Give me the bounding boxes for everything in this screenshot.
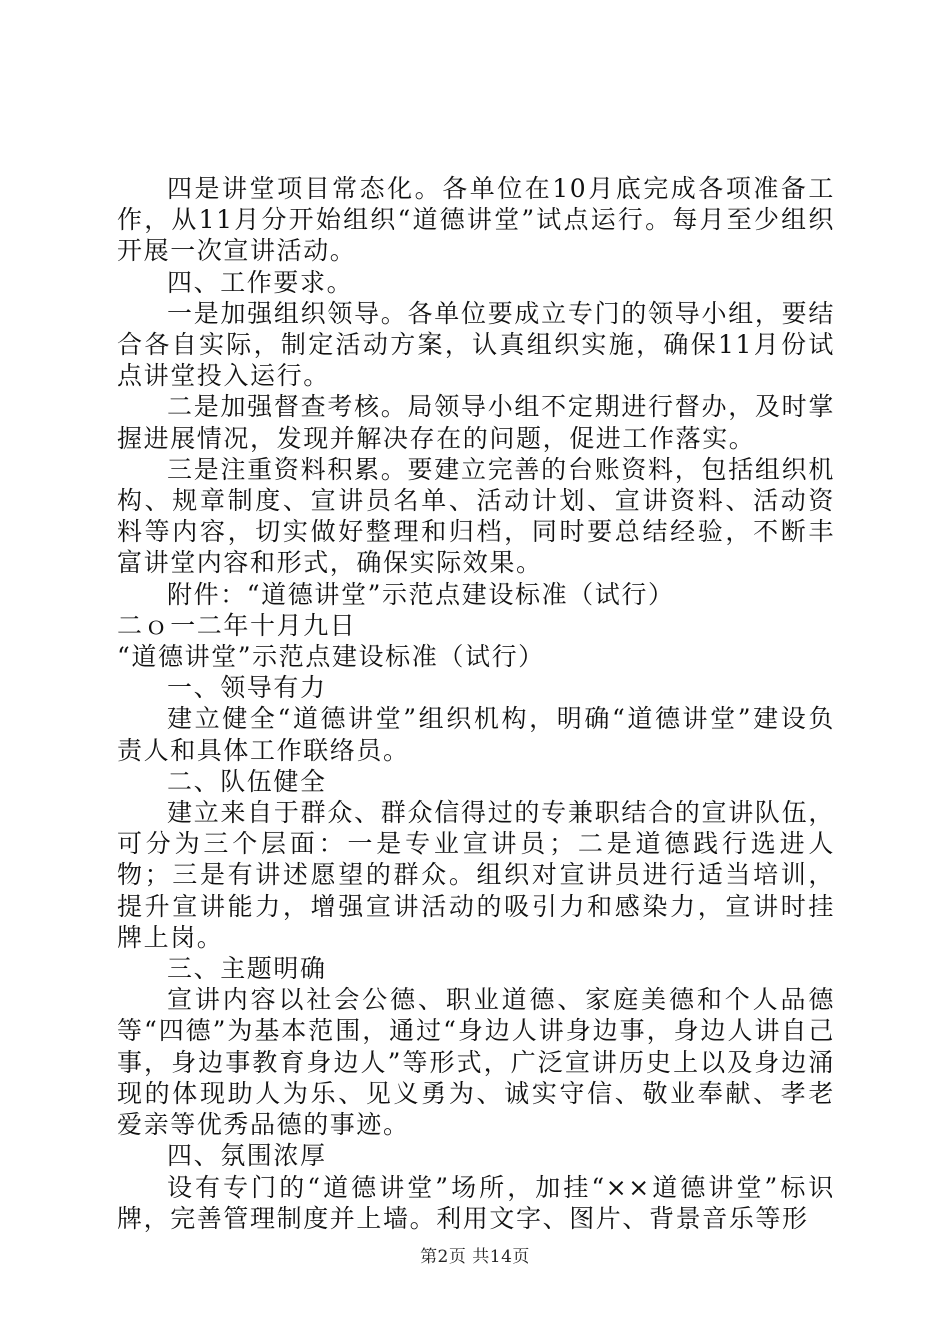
paragraph-clear-theme: 宣讲内容以社会公德、职业道德、家庭美德和个人品德等“四德”为基本范围，通过“身边人讲身边事，身边人讲自己事，身边事教育身边人”等形式，广泛宣讲历史上以及身边涌现的体现助人为乐、见义勇为、诚实守信、敬业奉献、孝老爱亲等优秀品德的事迹。 (117, 985, 835, 1140)
paragraph-supervision-assessment: 二是加强督查考核。局领导小组不定期进行督办，及时掌握进展情况，发现并解决存在的问题，促进工作落实。 (117, 392, 835, 453)
document-body (117, 173, 835, 1234)
heading-clear-theme: 三、主题明确 (167, 954, 327, 984)
attachment-line: 附件：“道德讲堂”示范点建设标准（试行） (167, 579, 675, 609)
paragraph-document-accumulation: 三是注重资料积累。要建立完善的台账资料，包括组织机构、规章制度、宣讲员名单、活动计划、宣讲资料、活动资料等内容，切实做好整理和归档，同时要总结经验，不断丰富讲堂内容和形式，确保实际效果。 (117, 454, 835, 578)
paragraph-organization-leadership: 一是加强组织领导。各单位要成立专门的领导小组，要结合各自实际，制定活动方案，认真组织实施，确保11月份试点讲堂投入运行。 (117, 298, 835, 391)
paragraph-sound-team: 建立来自于群众、群众信得过的专兼职结合的宣讲队伍，可分为三个层面：一是专业宣讲员；二是道德践行选进人物；三是有讲述愿望的群众。组织对宣讲员进行适当培训，提升宣讲能力，增强宣讲活动的吸引力和感染力，宣讲时挂牌上岗。 (117, 798, 835, 952)
standard-title: “道德讲堂”示范点建设标准（试行） (117, 642, 545, 672)
heading-sound-team: 二、队伍健全 (167, 766, 327, 796)
heading-strong-atmosphere: 四、氛围浓厚 (167, 1141, 327, 1171)
date-line: 二ｏ一二年十月九日 (117, 610, 357, 640)
heading-work-requirements: 四、工作要求。 (167, 267, 354, 297)
paragraph-strong-atmosphere: 设有专门的“道德讲堂”场所，加挂“××道德讲堂”标识牌，完善管理制度并上墙。利用文字、图片、背景音乐等形 (117, 1172, 835, 1233)
paragraph-strong-leadership: 建立健全“道德讲堂”组织机构，明确“道德讲堂”建设负责人和具体工作联络员。 (117, 704, 835, 765)
heading-strong-leadership: 一、领导有力 (167, 673, 327, 703)
page-number-footer: 第2页 共14页 (420, 1247, 530, 1267)
paragraph-lecture-normalization: 四是讲堂项目常态化。各单位在10月底完成各项准备工作，从11月分开始组织“道德讲堂”试点运行。每月至少组织开展一次宣讲活动。 (117, 174, 835, 266)
